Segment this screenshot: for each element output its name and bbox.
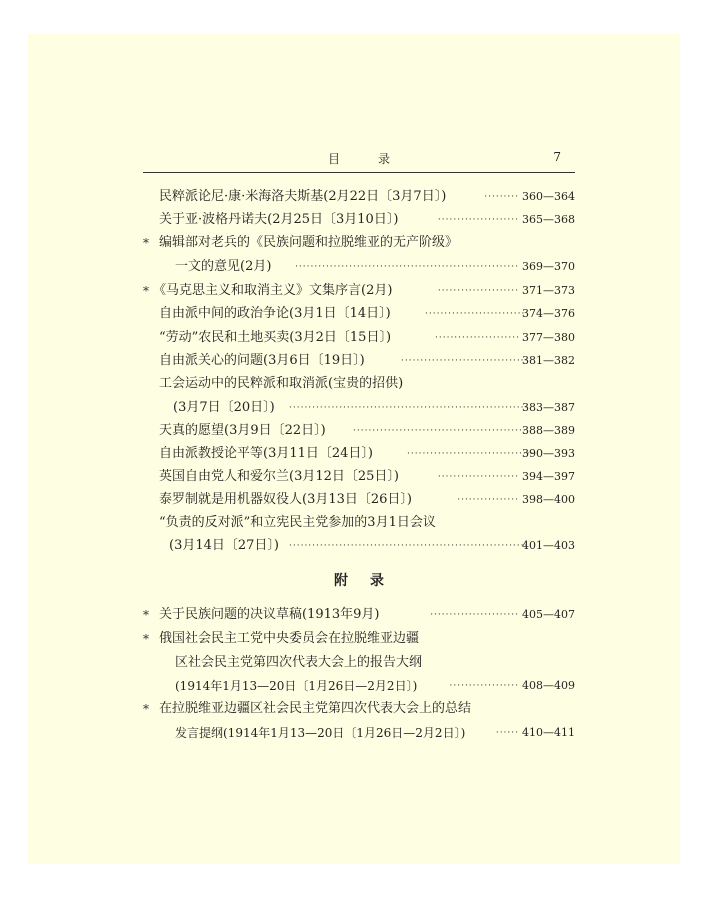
toc-entry-pages: 401—403 bbox=[522, 539, 575, 552]
toc-entry bbox=[143, 209, 575, 231]
toc-entry bbox=[143, 420, 575, 442]
toc-entry-title: 自由派关心的问题(3月6日〔19日〕) bbox=[159, 353, 365, 368]
toc-entry bbox=[143, 186, 575, 208]
toc-entry-title: 泰罗制就是用机器奴役人(3月13日〔26日〕) bbox=[159, 492, 412, 507]
toc-entry bbox=[143, 350, 575, 372]
toc-entry-title: 《马克思主义和取消主义》文集序言(2月) bbox=[153, 283, 393, 298]
toc-entry-title: (1914年1月13—20日〔1月26日—2月2日〕) bbox=[175, 679, 418, 693]
toc-entry-leader: ·························· bbox=[425, 309, 526, 319]
asterisk-mark: * bbox=[143, 236, 149, 250]
toc-entry-pages: 383—387 bbox=[522, 401, 575, 414]
toc-entry-leader: ·················· bbox=[449, 681, 519, 691]
toc-entry-title: “劳动”农民和土地买卖(3月2日〔15日〕) bbox=[159, 330, 392, 345]
toc-entry bbox=[143, 535, 575, 557]
toc-entry-title: 发言提纲(1914年1月13—20日〔1月26日—2月2日〕) bbox=[175, 726, 466, 740]
toc-entry bbox=[143, 489, 575, 511]
toc-entry bbox=[143, 722, 575, 744]
appendix-title: 附录 bbox=[334, 573, 406, 589]
toc-entry-title: 民粹派论尼·康·米海洛夫斯基(2月22日〔3月7日〕) bbox=[159, 189, 447, 204]
toc-entry-pages: 388—389 bbox=[522, 424, 575, 437]
toc-entry-pages: 405—407 bbox=[522, 608, 575, 621]
toc-entry-leader: ····················· bbox=[437, 215, 519, 225]
toc-entry bbox=[143, 232, 575, 254]
toc-entry bbox=[143, 512, 575, 534]
toc-entry-leader: ································· bbox=[407, 449, 535, 459]
toc-entry bbox=[143, 303, 575, 325]
toc-entry bbox=[143, 675, 575, 697]
page-header bbox=[143, 150, 575, 173]
toc-entry-title: 关于民族问题的决议草稿(1913年9月) bbox=[159, 607, 380, 622]
toc-entry-leader: ······························································ bbox=[289, 403, 529, 413]
toc-entry-title: 关于亚·波格丹诺夫(2月25日〔3月10日〕) bbox=[159, 212, 399, 227]
asterisk-mark: * bbox=[143, 284, 149, 298]
toc-entry-pages: 374—376 bbox=[522, 307, 575, 320]
toc-entry bbox=[143, 256, 575, 278]
toc-entry bbox=[143, 373, 575, 395]
toc-entry-title: 英国自由党人和爱尔兰(3月12日〔25日〕) bbox=[159, 469, 399, 484]
toc-entry-pages: 377—380 bbox=[522, 331, 575, 344]
toc-entry-pages: 360—364 bbox=[522, 190, 575, 203]
toc-entry-leader: ····················· bbox=[437, 472, 519, 482]
asterisk-mark: * bbox=[143, 608, 149, 622]
toc-entry-pages: 371—373 bbox=[522, 284, 575, 297]
toc-entry-pages: 398—400 bbox=[522, 493, 575, 506]
toc-entry bbox=[143, 628, 575, 650]
toc-entry bbox=[143, 698, 575, 720]
toc-entry-title: (3月14日〔27日〕) bbox=[169, 538, 279, 553]
toc-entry-title: 一文的意见(2月) bbox=[175, 259, 272, 274]
toc-entry-leader: ············································· bbox=[353, 426, 527, 436]
toc-entry-title: 天真的愿望(3月9日〔22日〕) bbox=[159, 423, 326, 438]
asterisk-mark: * bbox=[143, 632, 149, 646]
toc-entry-pages: 365—368 bbox=[522, 213, 575, 226]
toc-entry-pages: 394—397 bbox=[522, 470, 575, 483]
toc-entry-title: 编辑部对老兵的《民族问题和拉脱维亚的无产阶级》 bbox=[159, 235, 459, 250]
toc-entry-title: 工会运动中的民粹派和取消派(宝贵的招供) bbox=[159, 376, 404, 391]
toc-entry-leader: ········· bbox=[484, 192, 519, 202]
toc-entry-pages: 381—382 bbox=[522, 354, 575, 367]
toc-entry-leader: ················ bbox=[457, 495, 519, 505]
toc-entry-leader: ····················· bbox=[437, 286, 519, 296]
header-title: 目录 bbox=[327, 152, 428, 166]
toc-entry bbox=[143, 280, 575, 302]
toc-entry-leader: ······························································ bbox=[289, 541, 529, 551]
toc-entry-leader: ································· bbox=[401, 356, 529, 366]
toc-entry-title: (3月7日〔20日〕) bbox=[173, 400, 275, 415]
toc-entry-title: 在拉脱维亚边疆区社会民主党第四次代表大会上的总结 bbox=[159, 701, 472, 716]
toc-entry bbox=[143, 466, 575, 488]
toc-entry-title: 俄国社会民主工党中央委员会在拉脱维亚边疆 bbox=[159, 631, 420, 646]
toc-entry-leader: ······················ bbox=[435, 333, 520, 343]
toc-entry-title: 自由派中间的政治争论(3月1日〔14日〕) bbox=[159, 306, 391, 321]
toc-entry bbox=[143, 652, 575, 674]
toc-entry bbox=[143, 327, 575, 349]
toc-entry-pages: 369—370 bbox=[522, 260, 575, 273]
asterisk-mark: * bbox=[143, 702, 149, 716]
toc-entry bbox=[143, 443, 575, 465]
toc-entry-leader: ·························································· bbox=[295, 262, 519, 272]
toc-entry-pages: 410—411 bbox=[522, 726, 575, 739]
toc-entry bbox=[143, 604, 575, 626]
toc-entry-title: 区社会民主党第四次代表大会上的报告大纲 bbox=[175, 655, 423, 670]
toc-entry-leader: ······················· bbox=[430, 610, 519, 620]
toc-entry-title: 自由派教授论平等(3月11日〔24日〕) bbox=[159, 446, 373, 461]
toc-entry-pages: 390—393 bbox=[522, 447, 575, 460]
toc-entry-title: “负责的反对派”和立宪民主党参加的3月1日会议 bbox=[159, 515, 436, 530]
toc-entry bbox=[143, 397, 575, 419]
toc-entry-pages: 408—409 bbox=[522, 679, 575, 692]
toc-entry-leader: ······ bbox=[495, 728, 519, 738]
header-page-number: 7 bbox=[553, 150, 561, 164]
